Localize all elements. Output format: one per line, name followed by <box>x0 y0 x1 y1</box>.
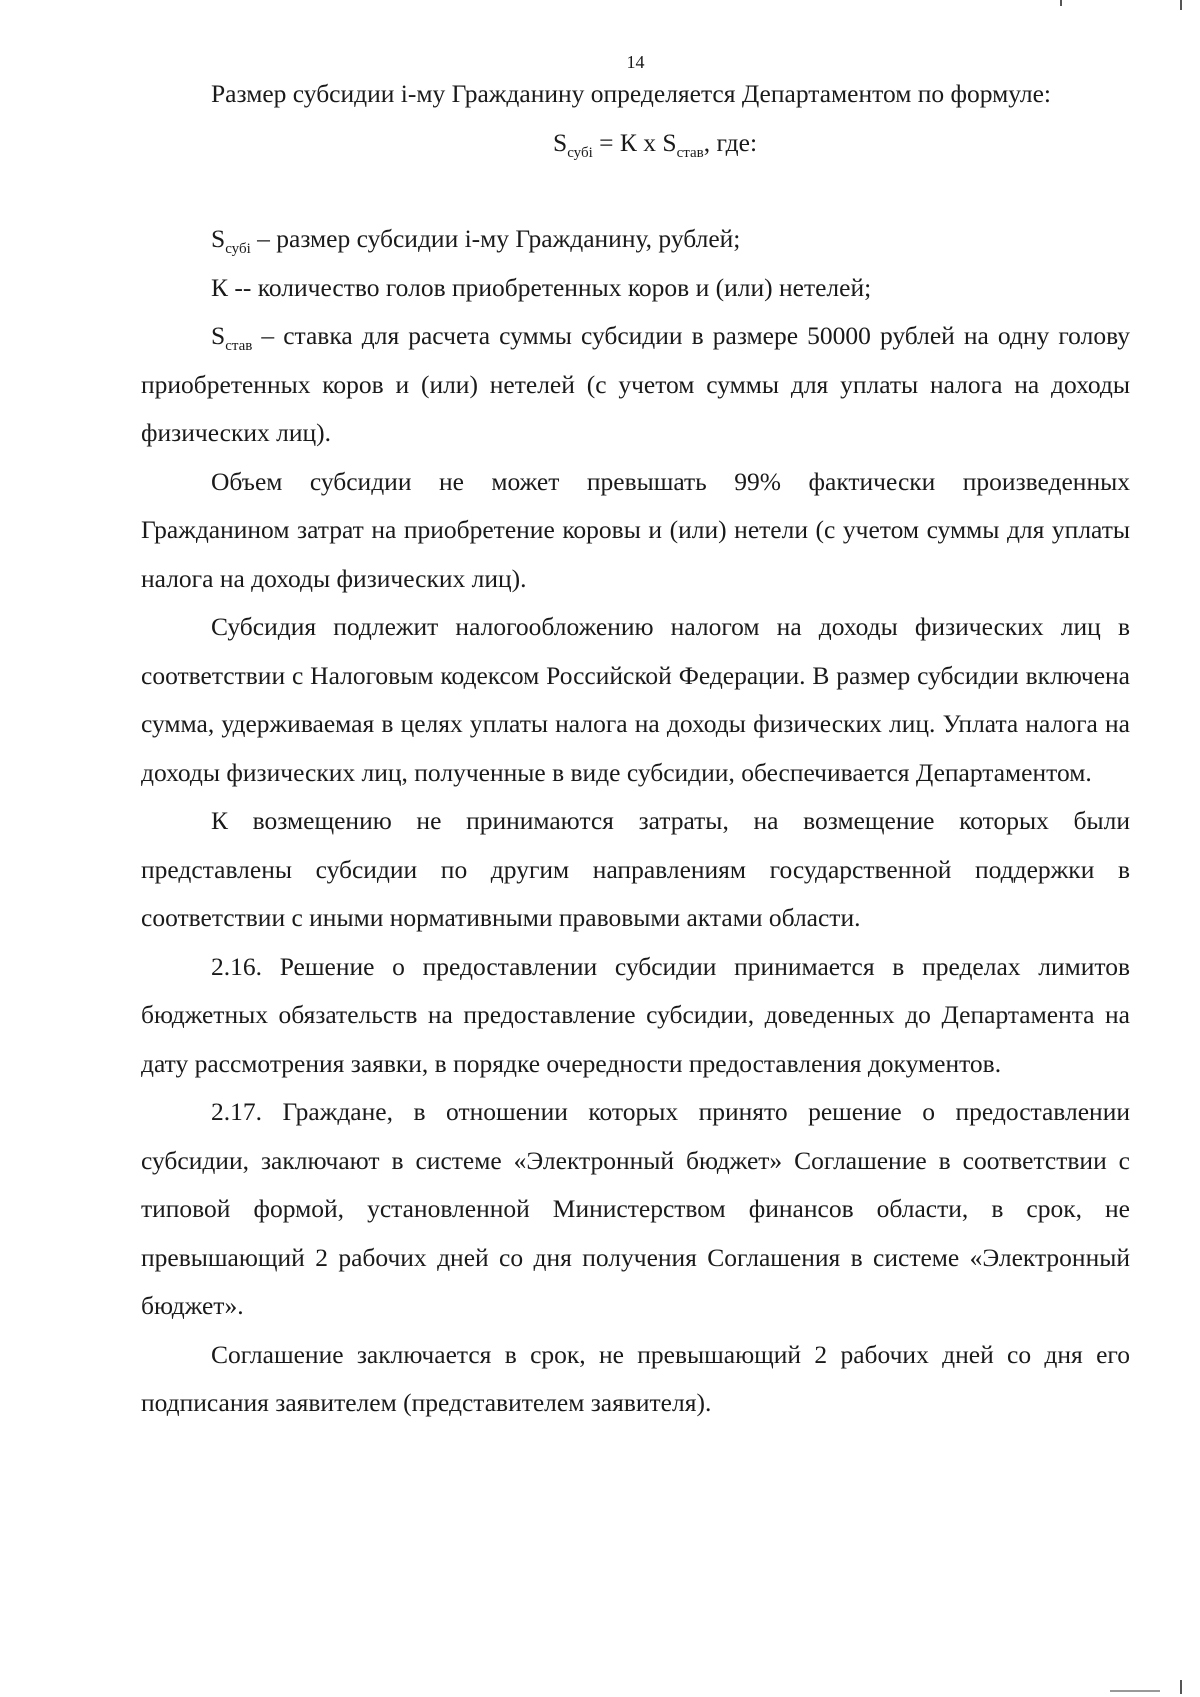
formula-s-subscript-sub: субi <box>567 144 593 161</box>
definition-k: К -- количество голов приобретенных коров и (или) нетелей; <box>211 272 872 302</box>
formula-middle: = К х <box>592 127 663 157</box>
def1-subscript: субi <box>225 241 251 257</box>
def3-s-symbol: S <box>211 321 226 350</box>
paragraph-subsidy-limit: Объем субсидии не может превышать 99% фактически произведенных Гражданином затрат на приобретение коровы и (или) нетели (с учетом суммы для уплаты налога на доходы физических лиц). <box>141 466 1130 593</box>
def3-text: – ставка для расчета суммы субсидии в размере 50000 рублей на одну голову приобретенных коров и (или) нетелей (с учетом суммы для уплаты налога на доходы физических лиц). <box>141 321 1130 447</box>
paragraph-2-16: 2.16. Решение о предоставлении субсидии принимается в пределах лимитов бюджетных обязательств на предоставление субсидии, доведенных до Департамента на дату рассмотрения заявки, в порядке очередности предоставления документов. <box>141 951 1130 1078</box>
document-page <box>141 0 1130 1697</box>
scan-artifact-top-right <box>1060 0 1062 6</box>
scan-artifact-bottom-right-2 <box>1180 1680 1182 1694</box>
def1-text: – размер субсидии i-му Гражданину, рублей; <box>250 224 741 253</box>
paragraph-agreement-term: Соглашение заключается в срок, не превышающий 2 рабочих дней со дня его подписания заявителем (представителем заявителя). <box>141 1339 1130 1417</box>
scan-artifact-top-right-2 <box>1180 0 1182 10</box>
formula-s-symbol: S <box>553 127 568 157</box>
definition-s-stav <box>141 312 1130 458</box>
formula-s-subscript-stav: став <box>676 144 704 161</box>
document-body <box>141 70 1130 1428</box>
page-number: 14 <box>626 52 645 72</box>
def3-subscript: став <box>225 338 253 354</box>
subsidy-formula <box>141 119 1130 168</box>
def1-s-symbol: S <box>211 224 226 253</box>
paragraph-tax: Субсидия подлежит налогообложению налогом на доходы физических лиц в соответствии с Налоговым кодексом Российской Федерации. В размер субсидии включена сумма, удерживаемая в целях уплаты налога на доходы физических лиц. Уплата налога на доходы физических лиц, полученные в виде субсидии, обеспечивается Департаментом. <box>141 612 1130 787</box>
paragraph-subsidy-formula-intro: Размер субсидии i-му Гражданину определяется Департаментом по формуле: <box>211 79 1052 108</box>
scan-artifact-bottom-right <box>1110 1690 1160 1692</box>
definition-s-sub <box>141 215 1130 264</box>
paragraph-not-reimbursed: К возмещению не принимаются затраты, на возмещение которых были представлены субсидии по другим направлениям государственной поддержки в соответствии с иными нормативными правовыми актами области. <box>141 806 1130 932</box>
paragraph-2-17: 2.17. Граждане, в отношении которых принято решение о предоставлении субсидии, заключают в системе «Электронный бюджет» Соглашение в соответствии с типовой формой, установленной Министерством финансов области, в срок, не превышающий 2 рабочих дней со дня получения Соглашения в системе «Электронный бюджет». <box>141 1097 1130 1320</box>
formula-s2-symbol: S <box>662 127 677 157</box>
formula-tail: , где: <box>703 127 758 157</box>
